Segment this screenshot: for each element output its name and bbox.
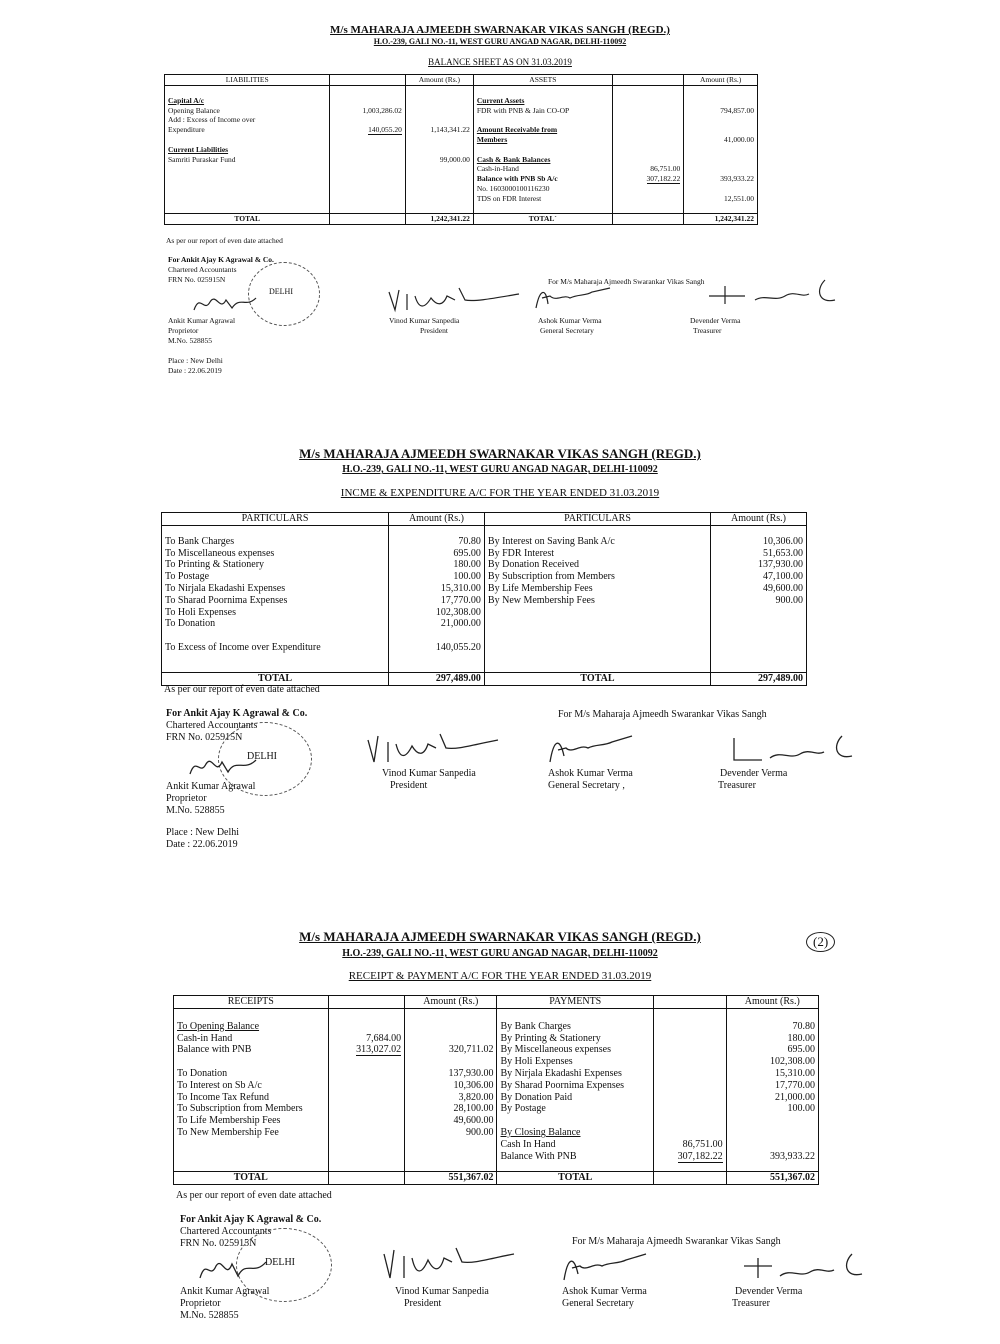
president-signature — [364, 726, 504, 768]
rp-payment-value: 180.00 — [787, 1032, 815, 1044]
stamp-text: DELHI — [265, 1257, 295, 1268]
rp-payment-item: By Nirjala Ekadashi Expenses — [500, 1067, 622, 1079]
rp-amount-header: Amount (Rs.) — [405, 996, 497, 1009]
capital-total: 1,143,341.22 — [430, 125, 470, 135]
auditor-firm: For Ankit Ajay K Agrawal & Co. — [168, 255, 274, 264]
rp-receipt-item: To Life Membership Fees — [177, 1115, 281, 1127]
ie-debit-value: 15,310.00 — [440, 582, 481, 594]
rp-payment-item: By Sharad Poornima Expenses — [500, 1079, 625, 1091]
ie-debit-item: To Printing & Stationery — [165, 559, 265, 571]
treasurer-name: Devender Verma — [735, 1286, 803, 1297]
rp-receipt-item: To New Membership Fee — [177, 1126, 279, 1138]
current-liabilities-head: Current Liabilities — [168, 144, 229, 154]
place: Place : New Delhi — [166, 827, 240, 838]
auditor-signature — [190, 288, 270, 318]
stamp-text: DELHI — [269, 287, 293, 296]
receivable-head-members: Members — [476, 134, 508, 144]
membership-no: M.No. 528855 — [180, 1310, 239, 1321]
rp-closing-head: By Closing Balance — [500, 1126, 581, 1138]
rp-receipt-value: 900.00 — [465, 1126, 494, 1138]
rp-closing-cash-value: 86,751.00 — [682, 1138, 723, 1150]
ie-particulars-header-2: PARTICULARS — [484, 513, 710, 526]
ie-debit-item: To Postage — [165, 571, 210, 583]
amount-header: Amount (Rs.) — [405, 75, 473, 86]
treasurer-name: Devender Verma — [720, 768, 788, 779]
treasurer-signature — [738, 1248, 868, 1284]
for-org: For M/s Maharaja Ajmeedh Swarankar Vikas Sangh — [572, 1236, 781, 1247]
place: Place : New Delhi — [168, 356, 223, 365]
ie-total-label: TOTAL — [162, 672, 389, 685]
ie-credit-value: 51,653.00 — [763, 547, 803, 559]
secretary-title: General Secretary — [562, 1298, 634, 1309]
treasurer-name: Devender Verma — [690, 316, 741, 325]
tds-value: 12,551.00 — [724, 193, 754, 203]
auditor-name: Ankit Kumar Agrawal — [168, 316, 236, 325]
stamp-text: DELHI — [247, 751, 277, 762]
org-address: H.O.-239, GALI NO.-11, WEST GURU ANGAD NAGAR, DELHI-110092 — [342, 464, 658, 475]
secretary-signature — [558, 1248, 658, 1284]
receivable-head: Amount Receivable from — [476, 125, 558, 135]
rp-receipt-item: To Donation — [177, 1067, 228, 1079]
rp-receipt-value: 3,820.00 — [458, 1091, 494, 1103]
president-name: Vinod Kumar Sanpedia — [395, 1286, 489, 1297]
date: Date : 22.06.2019 — [168, 366, 222, 375]
amount-header-2: Amount (Rs.) — [684, 75, 758, 86]
rp-opening-total: 320,711.02 — [448, 1044, 494, 1056]
cash-bank-head: Cash & Bank Balances — [476, 154, 551, 164]
auditor-title: Proprietor — [180, 1298, 221, 1309]
opening-balance-value: 1,003,286.02 — [362, 105, 402, 115]
rp-receipt-value: 10,306.00 — [453, 1079, 494, 1091]
rp-payment-value: 695.00 — [787, 1044, 815, 1056]
auditor-name: Ankit Kumar Agrawal — [180, 1286, 270, 1297]
auditor-title: Proprietor — [168, 326, 199, 335]
secretary-title: General Secretary — [540, 326, 594, 335]
ie-debit-item: To Donation — [165, 618, 216, 630]
ie-credit-item: By New Membership Fees — [487, 594, 595, 606]
rp-closing-pnb-value: 307,182.22 — [677, 1150, 723, 1162]
ie-debit-value: 21,000.00 — [440, 618, 481, 630]
ie-credit-value: 10,306.00 — [763, 535, 803, 547]
auditor-signature — [196, 1252, 286, 1286]
cash-in-hand-label: Cash-in-Hand — [476, 164, 519, 174]
president-title: President — [420, 326, 448, 335]
samriti-label: Samriti Puraskar Fund — [168, 154, 236, 164]
ie-credit-labels — [484, 525, 710, 672]
bs-total-label-right: TOTAL` — [473, 214, 612, 225]
rp-payment-value: 21,000.00 — [775, 1091, 815, 1103]
rp-payment-value: 70.80 — [792, 1020, 815, 1032]
ie-amount-header: Amount (Rs.) — [388, 513, 484, 526]
auditor-role: Chartered Accountants — [168, 265, 237, 274]
rp-payments-header: PAYMENTS — [497, 996, 653, 1009]
rp-total-label-right: TOTAL — [497, 1171, 653, 1184]
frn: FRN No. 025915N — [180, 1238, 257, 1249]
income-expenditure-table — [161, 512, 807, 686]
president-signature — [380, 1240, 520, 1284]
ie-debit-labels — [162, 525, 389, 672]
secretary-name: Ashok Kumar Verma — [538, 316, 602, 325]
samriti-value: 99,000.00 — [439, 154, 470, 164]
balance-sheet-title: BALANCE SHEET AS ON 31.03.2019 — [428, 57, 572, 67]
secretary-name: Ashok Kumar Verma — [562, 1286, 647, 1297]
rp-payment-item: By Printing & Stationery — [500, 1032, 601, 1044]
ie-total-left: 297,489.00 — [388, 672, 484, 685]
ie-credit-values — [711, 525, 807, 672]
bs-total-right: 1,242,341.22 — [684, 214, 758, 225]
pnb-label: Balance with PNB Sb A/c — [476, 174, 558, 184]
ie-debit-item: To Bank Charges — [165, 535, 235, 547]
rp-opening-head: To Opening Balance — [177, 1020, 260, 1032]
treasurer-signature — [728, 730, 858, 766]
rp-payment-item: By Postage — [500, 1103, 546, 1115]
org-name: M/s MAHARAJA AJMEEDH SWARNAKAR VIKAS SANGH (REGD.) — [330, 24, 670, 36]
rp-pnb-value: 313,027.02 — [356, 1044, 402, 1056]
for-org: For M/s Maharaja Ajmeedh Swarankar Vikas Sangh — [548, 277, 705, 286]
president-title: President — [404, 1298, 442, 1309]
rp-receipt-value: 49,600.00 — [453, 1115, 494, 1127]
membership-no: M.No. 528855 — [168, 336, 212, 345]
ie-credit-item: By FDR Interest — [487, 547, 555, 559]
receipt-payment-table — [173, 995, 819, 1185]
add-excess-value: 140,055.20 — [368, 125, 402, 135]
rp-payment-value: 15,310.00 — [775, 1067, 815, 1079]
rp-receipt-value: 137,930.00 — [448, 1067, 494, 1079]
frn: FRN No. 025915N — [166, 732, 243, 743]
ie-debit-item: To Holi Expenses — [165, 606, 236, 618]
org-address: H.O.-239, GALI NO.-11, WEST GURU ANGAD NAGAR, DELHI-110092 — [373, 37, 627, 46]
ie-total-label-right: TOTAL — [484, 672, 710, 685]
membership-no: M.No. 528855 — [166, 805, 225, 816]
opening-balance-label: Opening Balance — [168, 105, 220, 115]
rp-amount-header-2: Amount (Rs.) — [726, 996, 818, 1009]
president-title: President — [390, 780, 428, 791]
receivable-value: 41,000.00 — [724, 134, 754, 144]
president-signature — [385, 280, 525, 316]
secretary-title: General Secretary , — [548, 780, 625, 791]
auditor-title: Proprietor — [166, 793, 207, 804]
auditor-firm: For Ankit Ajay K Agrawal & Co. — [180, 1214, 322, 1225]
auditor-role: Chartered Accountants — [180, 1226, 272, 1237]
secretary-signature — [544, 730, 644, 766]
assets-header: ASSETS — [473, 75, 612, 86]
report-note: As per our report of even date attached — [176, 1190, 332, 1201]
treasurer-title: Treasurer — [693, 326, 722, 335]
rp-closing-pnb-label: Balance With PNB — [500, 1150, 577, 1162]
ie-credit-value: 900.00 — [775, 594, 803, 606]
income-expenditure-title: INCME & EXPENDITURE A/C FOR THE YEAR ENDED 31.03.2019 — [340, 487, 660, 499]
ie-debit-item: To Sharad Poornima Expenses — [165, 594, 288, 606]
ie-credit-value: 49,600.00 — [763, 582, 803, 594]
report-note: As per our report of even date attached — [164, 684, 320, 695]
rp-total-left: 551,367.02 — [405, 1171, 497, 1184]
cash-bank-total: 393,933.22 — [720, 174, 754, 184]
treasurer-title: Treasurer — [732, 1298, 770, 1309]
rp-payment-value: 100.00 — [787, 1103, 815, 1115]
auditor-firm: For Ankit Ajay K Agrawal & Co. — [166, 708, 308, 719]
ie-amount-header-2: Amount (Rs.) — [711, 513, 807, 526]
rp-payment-value: 17,770.00 — [775, 1079, 815, 1091]
president-name: Vinod Kumar Sanpedia — [389, 316, 460, 325]
rp-payment-value: 102,308.00 — [770, 1056, 815, 1068]
ie-debit-value: 102,308.00 — [435, 606, 481, 618]
rp-cash-value: 7,684.00 — [366, 1032, 402, 1044]
org-name: M/s MAHARAJA AJMEEDH SWARNAKAR VIKAS SANGH (REGD.) — [299, 446, 701, 461]
ie-debit-item: To Miscellaneous expenses — [165, 547, 275, 559]
rp-receipts-header: RECEIPTS — [174, 996, 329, 1009]
rp-receipt-item: To Interest on Sb A/c — [177, 1079, 262, 1091]
cash-in-hand-value: 86,751.00 — [650, 164, 681, 174]
secretary-name: Ashok Kumar Verma — [548, 768, 633, 779]
rp-pnb-label: Balance with PNB — [177, 1044, 252, 1056]
rp-receipt-value: 28,100.00 — [453, 1103, 494, 1115]
ie-credit-item: By Life Membership Fees — [487, 582, 593, 594]
rp-payment-item: By Holi Expenses — [500, 1056, 573, 1068]
report-note: As per our report of even date attached — [166, 236, 283, 245]
bs-total-label: TOTAL — [165, 214, 330, 225]
ie-debit-item: To Nirjala Ekadashi Expenses — [165, 582, 286, 594]
page-marker: (2) — [806, 932, 835, 952]
pnb-account: No. 1603000100116230 — [476, 183, 550, 193]
secretary-signature — [530, 282, 620, 312]
liabilities-header: LIABILITIES — [165, 75, 330, 86]
rp-total-right: 551,367.02 — [726, 1171, 818, 1184]
pnb-value: 307,182.22 — [646, 174, 681, 184]
treasurer-title: Treasurer — [718, 780, 756, 791]
rp-payment-item: By Miscellaneous expenses — [500, 1044, 612, 1056]
receipt-payment-title: RECEIPT & PAYMENT A/C FOR THE YEAR ENDED 31.03.2019 — [348, 970, 652, 982]
treasurer-signature — [705, 274, 845, 310]
rp-closing-total: 393,933.22 — [770, 1150, 815, 1162]
ie-credit-item: By Donation Received — [487, 559, 580, 571]
org-name: M/s MAHARAJA AJMEEDH SWARNAKAR VIKAS SANGH (REGD.) — [299, 929, 701, 944]
rp-receipt-item: To Income Tax Refund — [177, 1091, 270, 1103]
ie-excess-label: To Excess of Income over Expenditure — [165, 641, 321, 653]
ie-particulars-header: PARTICULARS — [162, 513, 389, 526]
expenditure-label: Expenditure — [168, 125, 205, 135]
auditor-signature — [186, 750, 276, 782]
ie-debit-value: 100.00 — [453, 571, 481, 583]
current-assets-head: Current Assets — [476, 95, 525, 105]
add-excess-label: Add : Excess of Income over — [168, 115, 256, 125]
rp-payment-item: By Donation Paid — [500, 1091, 573, 1103]
ie-debit-values — [388, 525, 484, 672]
rp-cash-label: Cash-in Hand — [177, 1032, 233, 1044]
ie-credit-value: 137,930.00 — [758, 559, 803, 571]
ie-debit-value: 17,770.00 — [440, 594, 481, 606]
ie-debit-value: 70.80 — [458, 535, 481, 547]
rp-closing-cash-label: Cash In Hand — [500, 1138, 556, 1150]
bs-total-left: 1,242,341.22 — [405, 214, 473, 225]
rp-total-label: TOTAL — [174, 1171, 329, 1184]
ie-debit-value: 695.00 — [453, 547, 481, 559]
tds-label: TDS on FDR Interest — [476, 193, 542, 203]
ie-credit-item: By Subscription from Members — [487, 571, 615, 583]
fdr-label: FDR with PNB & Jain CO-OP — [476, 105, 570, 115]
auditor-role: Chartered Accountants — [166, 720, 258, 731]
ie-total-right: 297,489.00 — [711, 672, 807, 685]
fdr-value: 794,857.00 — [720, 105, 754, 115]
date: Date : 22.06.2019 — [166, 839, 238, 850]
balance-sheet-table — [164, 74, 758, 225]
capital-head: Capital A/c — [168, 95, 205, 105]
for-org: For M/s Maharaja Ajmeedh Swarankar Vikas Sangh — [558, 709, 767, 720]
ie-debit-value: 180.00 — [453, 559, 481, 571]
auditor-name: Ankit Kumar Agrawal — [166, 781, 256, 792]
rp-payment-item: By Bank Charges — [500, 1020, 571, 1032]
frn: FRN No. 025915N — [168, 275, 226, 284]
ie-credit-value: 47,100.00 — [763, 571, 803, 583]
rp-receipt-item: To Subscription from Members — [177, 1103, 303, 1115]
president-name: Vinod Kumar Sanpedia — [382, 768, 476, 779]
ie-credit-item: By Interest on Saving Bank A/c — [487, 535, 615, 547]
org-address: H.O.-239, GALI NO.-11, WEST GURU ANGAD NAGAR, DELHI-110092 — [342, 948, 658, 959]
ie-excess-value: 140,055.20 — [435, 641, 481, 653]
